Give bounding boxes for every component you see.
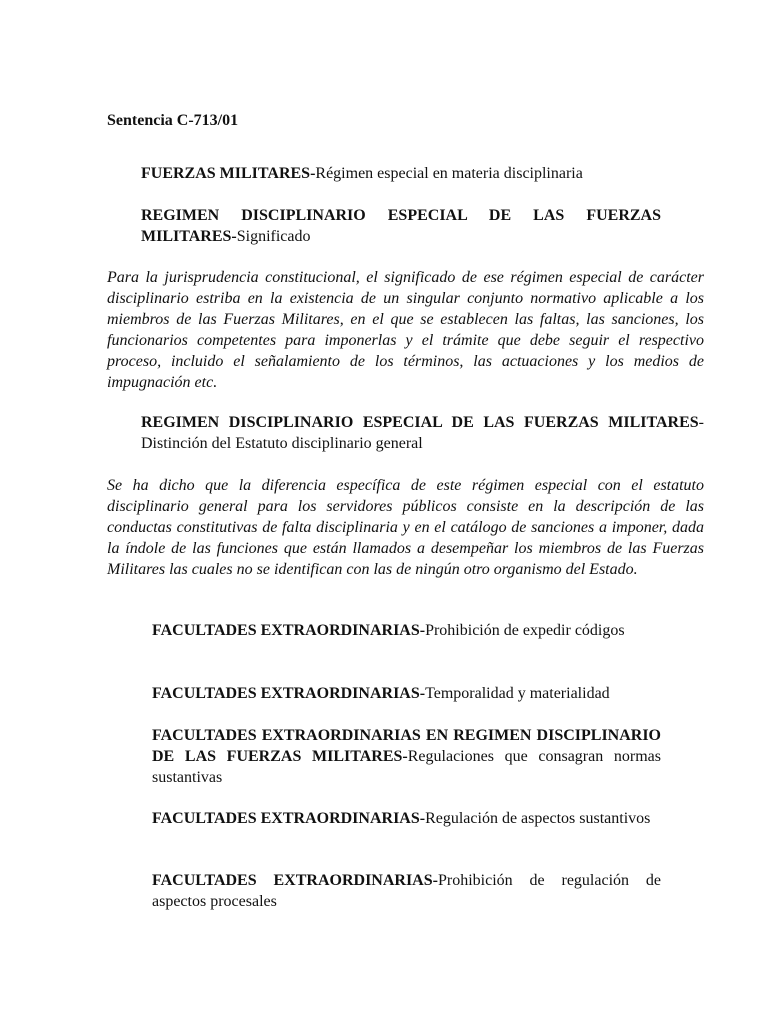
heading-bold: REGIMEN DISCIPLINARIO ESPECIAL DE LAS FUERZAS MILITARES- [141, 207, 661, 245]
heading-normal: Regulaciones que consagran normas sustantivas [152, 748, 661, 786]
heading-facultades-aspectos-procesales [152, 870, 661, 912]
heading-regimen-disciplinario-significado [141, 205, 661, 247]
heading-normal: Régimen especial en materia disciplinaria [315, 165, 583, 182]
heading-bold: FUERZAS MILITARES- [141, 165, 316, 182]
heading-bold: FACULTADES EXTRAORDINARIAS- [152, 685, 426, 702]
heading-fuerzas-militares-regimen-especial [141, 163, 661, 184]
heading-bold: REGIMEN DISCIPLINARIO ESPECIAL DE LAS FUERZAS MILITARES [141, 414, 699, 431]
heading-bold: FACULTADES EXTRAORDINARIAS EN REGIMEN DISCIPLINARIO DE LAS FUERZAS MILITARES- [152, 727, 661, 765]
heading-bold: FACULTADES EXTRAORDINARIAS- [152, 872, 438, 889]
heading-normal: Regulación de aspectos sustantivos [425, 810, 651, 827]
paragraph-significado: Para la jurisprudencia constitucional, el significado de ese régimen especial de carácter disciplinario estriba en la existencia de un singular conjunto normativo aplicable a los miembros de las Fuerzas Militares, en el que se establecen las faltas, las sanciones, los funcionarios competentes para imponerlas y el trámite que debe seguir el respectivo proceso, incluido el señalamiento de los términos, las actuaciones y los medios de impugnación etc. [107, 269, 704, 391]
heading-facultades-aspectos-sustantivos [152, 808, 661, 829]
heading-normal: Prohibición de expedir códigos [425, 622, 625, 639]
heading-normal: Significado [236, 228, 311, 245]
heading-facultades-prohibicion-codigos [152, 620, 661, 641]
document-title: Sentencia C-713/01 [107, 112, 239, 129]
heading-facultades-regimen-normas-sustantivas [152, 725, 661, 788]
heading-normal: Prohibición de regulación de aspectos procesales [152, 872, 662, 910]
heading-facultades-temporalidad [152, 683, 661, 704]
heading-normal: Temporalidad y materialidad [425, 685, 610, 702]
heading-bold: FACULTADES EXTRAORDINARIAS- [152, 622, 426, 639]
heading-bold: FACULTADES EXTRAORDINARIAS- [152, 810, 426, 827]
heading-regimen-disciplinario-distincion [141, 412, 704, 454]
heading-normal: -Distinción del Estatuto disciplinario general [141, 414, 704, 452]
paragraph-distincion: Se ha dicho que la diferencia específica de este régimen especial con el estatuto disciplinario general para los servidores públicos consiste en la descripción de las conductas constitutivas de falta disciplinaria y en el catálogo de sanciones a imponer, dada la índole de las funciones que están llamados a desempeñar los miembros de las Fuerzas Militares las cuales no se identifican con las de ningún otro organismo del Estado. [107, 477, 704, 578]
